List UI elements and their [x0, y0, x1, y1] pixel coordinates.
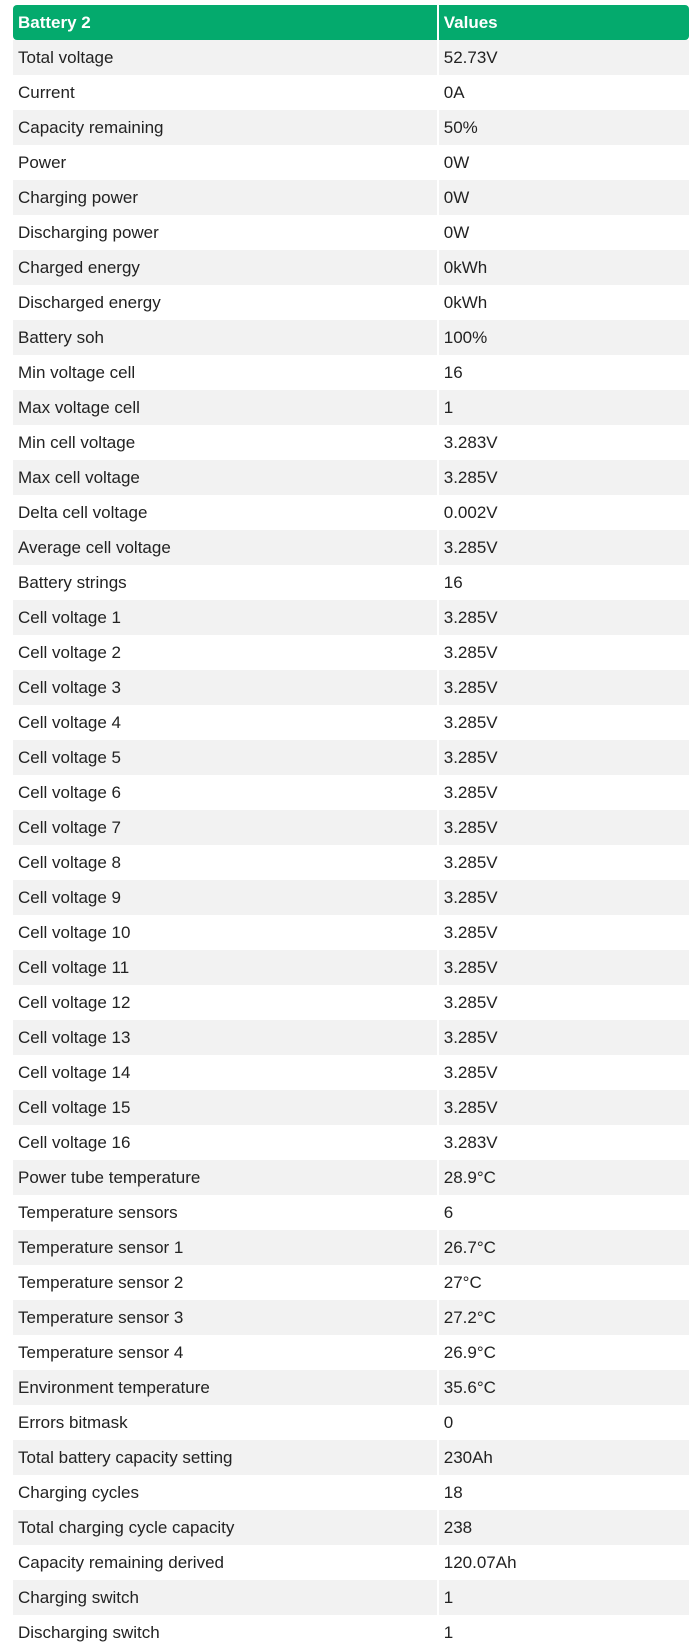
battery-values-table	[13, 5, 689, 1650]
table-row	[13, 1090, 689, 1125]
row-value-cell: 0W	[439, 145, 689, 180]
row-label-cell: Capacity remaining derived	[13, 1545, 437, 1580]
row-label-cell: Battery strings	[13, 565, 437, 600]
row-label-cell: Cell voltage 8	[13, 845, 437, 880]
row-label-cell: Average cell voltage	[13, 530, 437, 565]
table-row	[13, 845, 689, 880]
row-label-cell: Cell voltage 16	[13, 1125, 437, 1160]
row-value-cell: 3.285V	[439, 530, 689, 565]
row-label-cell: Discharging switch	[13, 1615, 437, 1650]
row-value-cell: 0W	[439, 180, 689, 215]
row-value-cell: 6	[439, 1195, 689, 1230]
table-row	[13, 565, 689, 600]
row-label-cell: Charging cycles	[13, 1475, 437, 1510]
row-value-cell: 3.285V	[439, 1090, 689, 1125]
row-label-cell: Total charging cycle capacity	[13, 1510, 437, 1545]
table-row	[13, 1405, 689, 1440]
table-row	[13, 180, 689, 215]
row-value-cell: 3.285V	[439, 915, 689, 950]
row-label-cell: Max cell voltage	[13, 460, 437, 495]
row-value-cell: 50%	[439, 110, 689, 145]
row-label-cell: Current	[13, 75, 437, 110]
table-row	[13, 1230, 689, 1265]
row-value-cell: 3.285V	[439, 985, 689, 1020]
table-row	[13, 145, 689, 180]
row-label-cell: Cell voltage 12	[13, 985, 437, 1020]
table-row	[13, 915, 689, 950]
table-row	[13, 1440, 689, 1475]
row-label-cell: Temperature sensors	[13, 1195, 437, 1230]
row-label-cell: Temperature sensor 2	[13, 1265, 437, 1300]
row-value-cell: 16	[439, 565, 689, 600]
table-row	[13, 985, 689, 1020]
row-value-cell: 0W	[439, 215, 689, 250]
row-label-cell: Cell voltage 10	[13, 915, 437, 950]
table-row	[13, 75, 689, 110]
row-label-cell: Min cell voltage	[13, 425, 437, 460]
table-row	[13, 775, 689, 810]
row-value-cell: 3.285V	[439, 740, 689, 775]
row-label-cell: Cell voltage 14	[13, 1055, 437, 1090]
row-label-cell: Temperature sensor 4	[13, 1335, 437, 1370]
row-value-cell: 3.285V	[439, 705, 689, 740]
table-row	[13, 40, 689, 75]
row-label-cell: Cell voltage 3	[13, 670, 437, 705]
row-value-cell: 0.002V	[439, 495, 689, 530]
table-row	[13, 390, 689, 425]
row-value-cell: 3.283V	[439, 425, 689, 460]
row-label-cell: Capacity remaining	[13, 110, 437, 145]
row-value-cell: 0A	[439, 75, 689, 110]
row-value-cell: 238	[439, 1510, 689, 1545]
row-value-cell: 3.285V	[439, 635, 689, 670]
row-value-cell: 28.9°C	[439, 1160, 689, 1195]
table-row	[13, 1580, 689, 1615]
row-value-cell: 3.285V	[439, 775, 689, 810]
table-row	[13, 495, 689, 530]
table-row	[13, 740, 689, 775]
table-row	[13, 460, 689, 495]
row-value-cell: 100%	[439, 320, 689, 355]
row-label-cell: Delta cell voltage	[13, 495, 437, 530]
row-value-cell: 26.7°C	[439, 1230, 689, 1265]
table-row	[13, 1195, 689, 1230]
row-value-cell: 3.285V	[439, 670, 689, 705]
row-value-cell: 1	[439, 390, 689, 425]
row-label-cell: Cell voltage 1	[13, 600, 437, 635]
row-value-cell: 26.9°C	[439, 1335, 689, 1370]
row-label-cell: Environment temperature	[13, 1370, 437, 1405]
row-label-cell: Charging power	[13, 180, 437, 215]
row-label-cell: Power	[13, 145, 437, 180]
row-label-cell: Discharged energy	[13, 285, 437, 320]
row-label-cell: Cell voltage 13	[13, 1020, 437, 1055]
row-value-cell: 35.6°C	[439, 1370, 689, 1405]
table-row	[13, 1475, 689, 1510]
row-label-cell: Cell voltage 15	[13, 1090, 437, 1125]
row-value-cell: 52.73V	[439, 40, 689, 75]
row-value-cell: 3.285V	[439, 1055, 689, 1090]
row-value-cell: 0kWh	[439, 250, 689, 285]
row-value-cell: 3.285V	[439, 880, 689, 915]
table-row	[13, 1300, 689, 1335]
row-value-cell: 3.285V	[439, 600, 689, 635]
table-row	[13, 1160, 689, 1195]
row-label-cell: Max voltage cell	[13, 390, 437, 425]
row-label-cell: Charging switch	[13, 1580, 437, 1615]
row-value-cell: 1	[439, 1615, 689, 1650]
table-row	[13, 1265, 689, 1300]
row-value-cell: 3.285V	[439, 810, 689, 845]
row-label-cell: Total battery capacity setting	[13, 1440, 437, 1475]
table-row	[13, 285, 689, 320]
table-body	[13, 40, 689, 1650]
table-row	[13, 1370, 689, 1405]
row-label-cell: Power tube temperature	[13, 1160, 437, 1195]
table-row	[13, 1545, 689, 1580]
row-value-cell: 3.285V	[439, 845, 689, 880]
table-row	[13, 880, 689, 915]
row-label-cell: Battery soh	[13, 320, 437, 355]
row-label-cell: Cell voltage 5	[13, 740, 437, 775]
row-label-cell: Temperature sensor 3	[13, 1300, 437, 1335]
table-row	[13, 425, 689, 460]
table-row	[13, 1125, 689, 1160]
table-row	[13, 110, 689, 145]
row-value-cell: 1	[439, 1580, 689, 1615]
table-row	[13, 355, 689, 390]
table-row	[13, 705, 689, 740]
row-value-cell: 3.283V	[439, 1125, 689, 1160]
table-row	[13, 600, 689, 635]
row-label-cell: Cell voltage 4	[13, 705, 437, 740]
row-value-cell: 3.285V	[439, 950, 689, 985]
row-value-cell: 3.285V	[439, 460, 689, 495]
header-value-cell: Values	[439, 5, 689, 40]
row-label-cell: Min voltage cell	[13, 355, 437, 390]
row-value-cell: 18	[439, 1475, 689, 1510]
table-row	[13, 215, 689, 250]
table-header-row	[13, 5, 689, 40]
row-label-cell: Cell voltage 9	[13, 880, 437, 915]
table-row	[13, 250, 689, 285]
header-label-cell: Battery 2	[13, 5, 437, 40]
row-value-cell: 0kWh	[439, 285, 689, 320]
row-value-cell: 0	[439, 1405, 689, 1440]
table-row	[13, 1510, 689, 1545]
row-label-cell: Cell voltage 11	[13, 950, 437, 985]
row-value-cell: 27.2°C	[439, 1300, 689, 1335]
row-label-cell: Cell voltage 2	[13, 635, 437, 670]
table-row	[13, 1020, 689, 1055]
row-value-cell: 27°C	[439, 1265, 689, 1300]
row-value-cell: 230Ah	[439, 1440, 689, 1475]
table-row	[13, 530, 689, 565]
row-value-cell: 16	[439, 355, 689, 390]
row-label-cell: Charged energy	[13, 250, 437, 285]
table-row	[13, 1335, 689, 1370]
row-label-cell: Cell voltage 7	[13, 810, 437, 845]
row-label-cell: Total voltage	[13, 40, 437, 75]
row-label-cell: Temperature sensor 1	[13, 1230, 437, 1265]
table-row	[13, 635, 689, 670]
row-label-cell: Cell voltage 6	[13, 775, 437, 810]
table-row	[13, 320, 689, 355]
table-row	[13, 670, 689, 705]
row-value-cell: 3.285V	[439, 1020, 689, 1055]
row-label-cell: Discharging power	[13, 215, 437, 250]
table-row	[13, 810, 689, 845]
table-row	[13, 950, 689, 985]
row-value-cell: 120.07Ah	[439, 1545, 689, 1580]
table-row	[13, 1055, 689, 1090]
row-label-cell: Errors bitmask	[13, 1405, 437, 1440]
